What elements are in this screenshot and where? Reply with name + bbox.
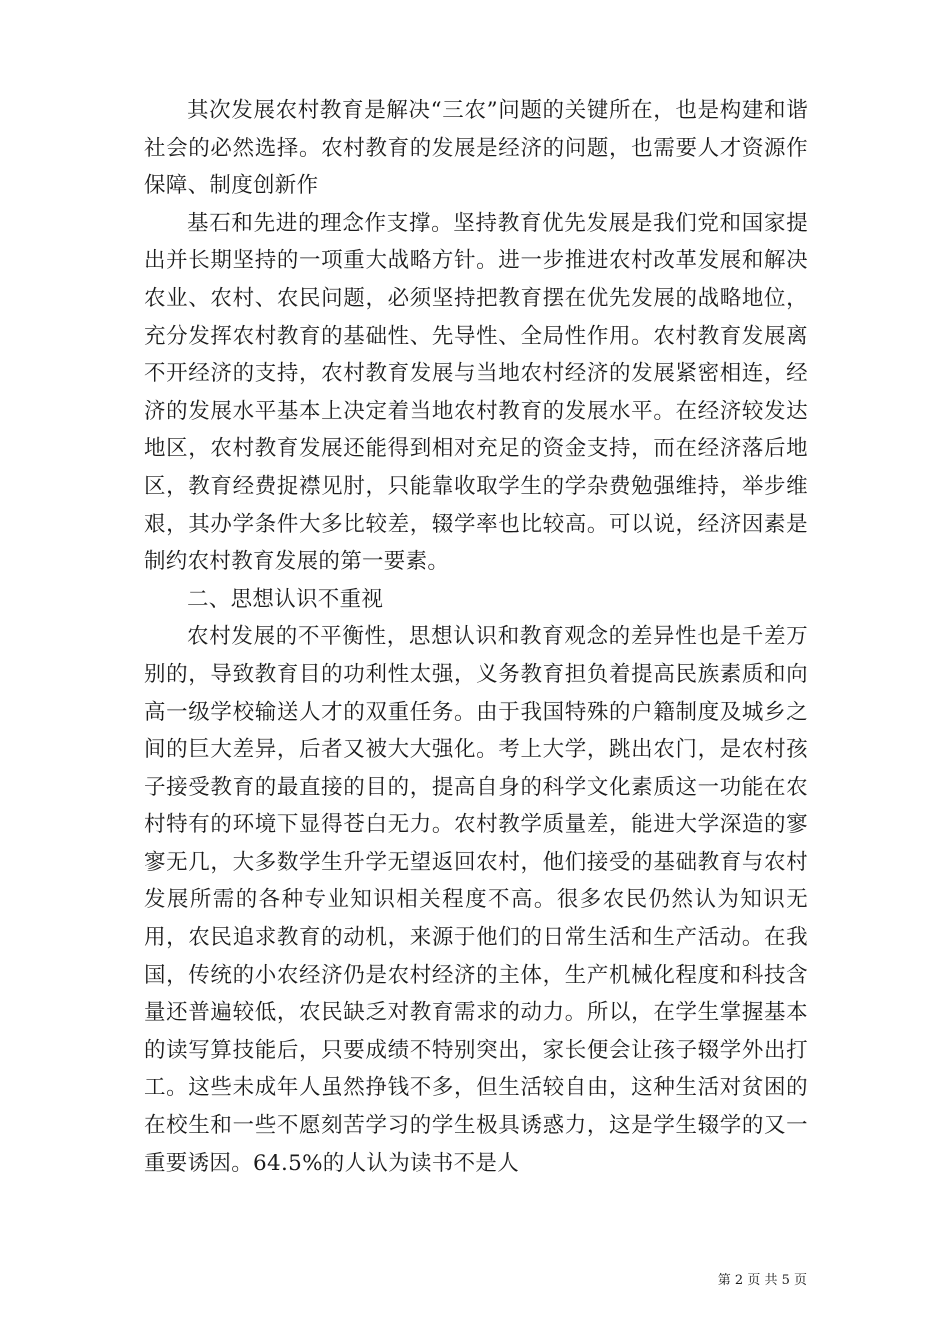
paragraph-1: 其次发展农村教育是解决“三农”问题的关键所在，也是构建和谐社会的必然选择。农村教育的发展是经济的问题，也需要人才资源作保障、制度创新作 [144,98,808,199]
paragraph-2: 基石和先进的理念作支撑。坚持教育优先发展是我们党和国家提出并长期坚持的一项重大战略方针。进一步推进农村改革发展和解决农业、农村、农民问题，必须坚持把教育摆在优先发展的战略地位，充分发挥农村教育的基础性、先导性、全局性作用。农村教育发展离不开经济的支持，农村教育发展与当地农村经济的发展紧密相连，经济的发展水平基本上决定着当地农村教育的发展水平。在经济较发达地区，农村教育发展还能得到相对充足的资金支持，而在经济落后地区，教育经费捉襟见肘，只能靠收取学生的学杂费勉强维持，举步维艰，其办学条件大多比较差，辍学率也比较高。可以说，经济因素是制约农村教育发展的第一要素。 [144,210,808,575]
section-heading: 二、思想认识不重视 [187,586,384,612]
paragraph-3: 农村发展的不平衡性，思想认识和教育观念的差异性也是千差万别的，导致教育目的功利性太强，义务教育担负着提高民族素质和向高一级学校输送人才的双重任务。由于我国特殊的户籍制度及城乡之间的巨大差异，后者又被大大强化。考上大学，跳出农门，是农村孩子接受教育的最直接的目的，提高自身的科学文化素质这一功能在农村特有的环境下显得苍白无力。农村教学质量差，能进大学深造的寥寥无几，大多数学生升学无望返回农村，他们接受的基础教育与农村发展所需的各种专业知识相关程度不高。很多农民仍然认为知识无用，农民追求教育的动机，来源于他们的日常生活和生产活动。在我国，传统的小农经济仍是农村经济的主体，生产机械化程度和科技含量还普遍较低，农民缺乏对教育需求的动力。所以，在学生掌握基本的读写算技能后，只要成绩不特别突出，家长便会让孩子辍学外出打工。这些未成年人虽然挣钱不多，但生活较自由，这种生活对贫困的在校生和一些不愿刻苦学习的学生极具诱惑力，这是学生辍学的又一重要诱因。64.5%的人认为读书不是人 [144,624,808,1176]
page-number-footer: 第 2 页 共 5 页 [717,1273,807,1288]
document-body [144,92,808,1182]
